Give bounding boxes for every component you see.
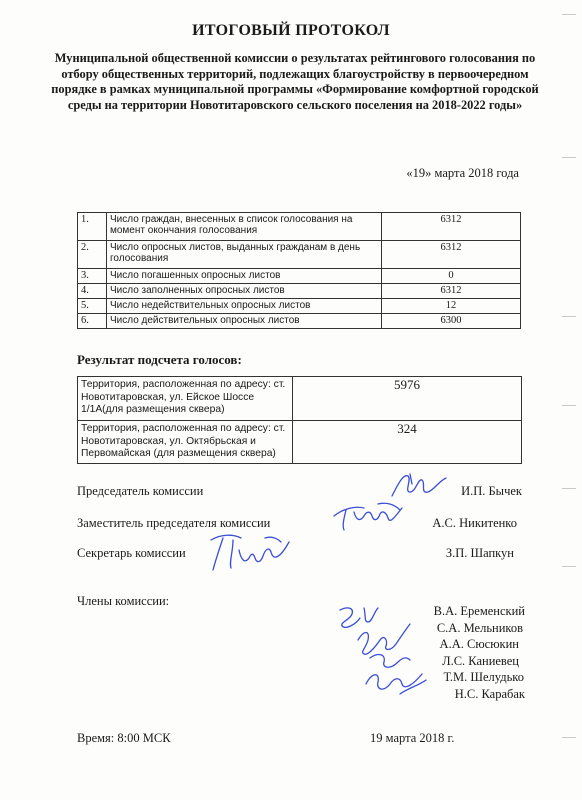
member-name: В.А. Еременский (433, 604, 525, 618)
deputy-name: А.С. Никитенко (432, 516, 517, 530)
deputy-signature-image (330, 498, 410, 536)
scan-edge-mark (562, 566, 576, 567)
member-name: Л.С. Каниевец (442, 654, 519, 668)
row-number: 3. (78, 269, 107, 284)
footer-time: Время: 8:00 МСК (77, 731, 171, 745)
footer-date: 19 марта 2018 г. (370, 731, 455, 745)
row-number: 1. (78, 213, 107, 241)
table-row (78, 314, 521, 329)
chairman-role: Председатель комиссии (77, 484, 204, 498)
row-number: 4. (78, 284, 107, 299)
member-name: С.А. Мельников (436, 621, 523, 635)
secretary-role: Секретарь комиссии (77, 546, 186, 560)
member-name: Н.С. Карабак (454, 687, 525, 701)
members-signatures-image (330, 600, 440, 710)
member-name: А.А. Сюсюкин (439, 637, 519, 651)
row-value: 6300 (382, 314, 521, 329)
scan-edge-mark (562, 737, 576, 738)
row-value: 6312 (382, 213, 521, 241)
secretary-name: З.П. Шапкун (445, 546, 514, 560)
row-label: Число погашенных опросных листов (107, 269, 382, 284)
scan-edge-mark (562, 405, 576, 406)
deputy-role: Заместитель председателя комиссии (77, 516, 271, 530)
row-number: 2. (78, 241, 107, 269)
results-heading: Результат подсчета голосов: (77, 352, 242, 367)
table-row (78, 421, 522, 464)
row-value: 12 (382, 299, 521, 314)
table-row (78, 213, 521, 241)
row-label: Число граждан, внесенных в список голосования на момент окончания голосования (107, 213, 382, 241)
table-row (78, 241, 521, 269)
territory-label: Территория, расположенная по адресу: ст. Новотитаровская, ул. Ейское Шоссе 1/1А(для размещения сквера) (78, 377, 293, 421)
row-number: 6. (78, 314, 107, 329)
row-label: Число заполненных опросных листов (107, 284, 382, 299)
table-row (78, 284, 521, 299)
territory-votes: 324 (293, 421, 522, 464)
results-table (77, 376, 522, 464)
table-row (78, 299, 521, 314)
territory-label: Территория, расположенная по адресу: ст. Новотитаровская, ул. Октябрьская и Первомайская (для размещения сквера) (78, 421, 293, 464)
secretary-signature-image (205, 528, 295, 578)
protocol-date: «19» марта 2018 года (406, 166, 519, 180)
row-label: Число опросных листов, выданных гражданам в день голосования (107, 241, 382, 269)
stats-table (77, 212, 521, 329)
row-value: 0 (382, 269, 521, 284)
row-number: 5. (78, 299, 107, 314)
row-label: Число действительных опросных листов (107, 314, 382, 329)
document-title: ИТОГОВЫЙ ПРОТОКОЛ (192, 22, 390, 39)
table-row (78, 377, 522, 421)
table-row (78, 269, 521, 284)
chairman-name: И.П. Бычек (461, 484, 522, 498)
members-label: Члены комиссии: (77, 594, 170, 608)
scan-edge-mark (562, 316, 576, 317)
member-name: Т.М. Шелудько (443, 670, 524, 684)
document-subtitle: Муниципальной общественной комиссии о результатах рейтингового голосования по отбору общественных территорий, подлежащих благоустройству в первоочередном порядке в рамках муниципальной программы «Формирование комфортной городской среды на территории Новотитаровского сельского поселения на 2018-2022 годы» (51, 51, 539, 112)
scan-edge-mark (562, 488, 576, 489)
row-value: 6312 (382, 284, 521, 299)
row-label: Число недействительных опросных листов (107, 299, 382, 314)
territory-votes: 5976 (293, 377, 522, 421)
scan-edge-mark (562, 157, 576, 158)
row-value: 6312 (382, 241, 521, 269)
scan-edge-mark (562, 14, 576, 15)
